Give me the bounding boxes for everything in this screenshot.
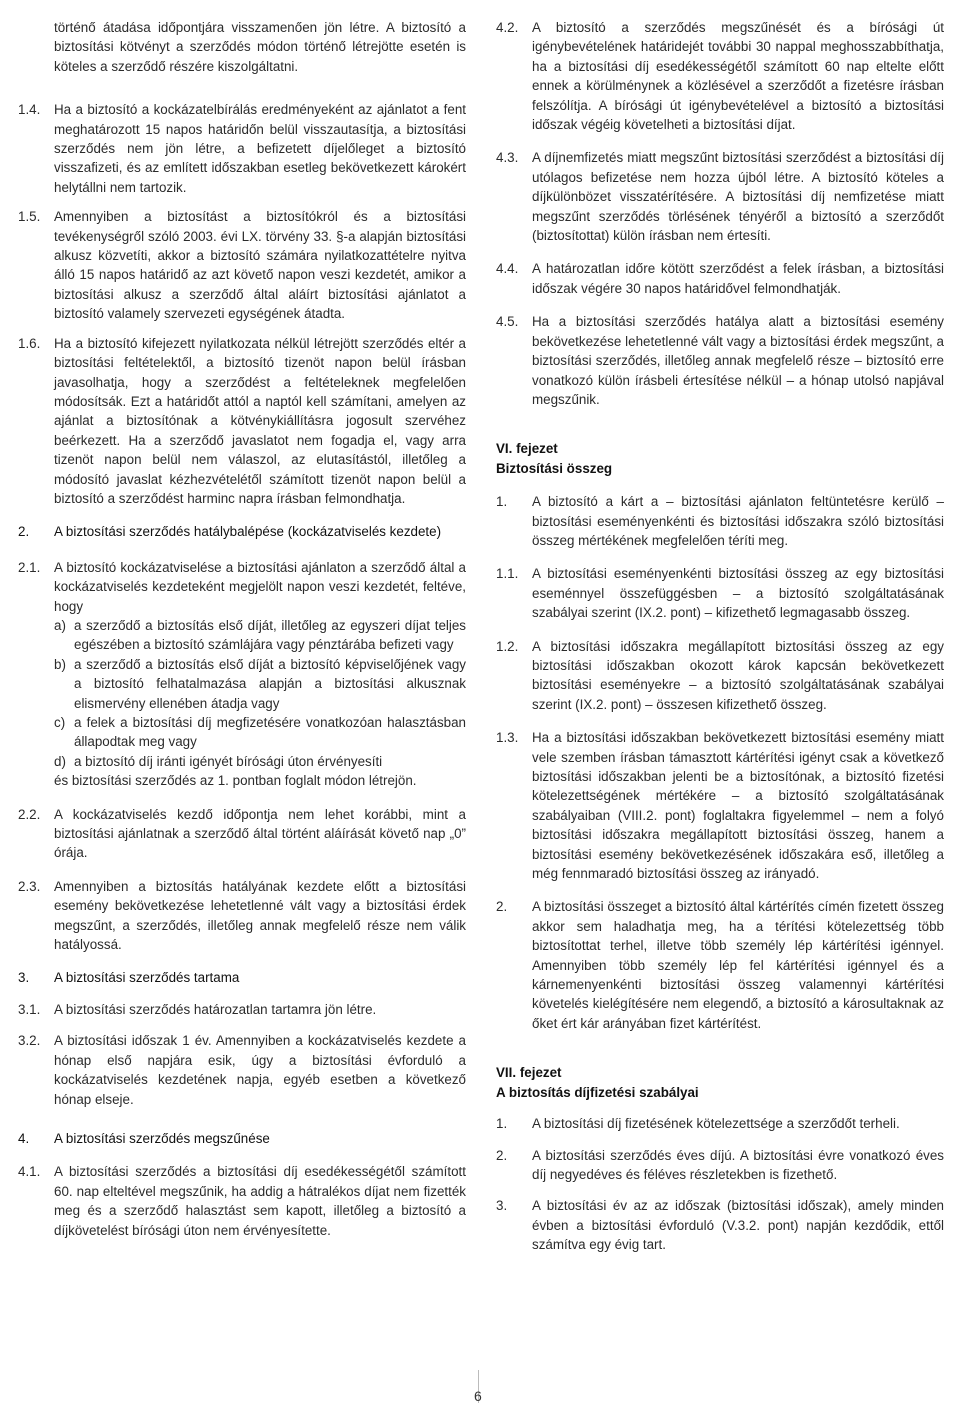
clause-6-1: 1. A biztosító a kárt a – biztosítási ajánlaton feltüntetésre kerülő – biztosítási eseményenkénti és biztosítási időszakra szóló biztosítási összeg mértékének megfelelően téríti meg. <box>496 494 944 548</box>
clause-4-4: 4.4. A határozatlan időre kötött szerződést a felek írásban, a biztosítási időszak végére 30 napos határidővel felmondhatják. <box>496 261 944 296</box>
list-item-c: c) a felek a biztosítási díj megfizetésére vonatkozóan halasztásban állapodtak meg vagy <box>54 715 466 750</box>
clause-7-2: 2. A biztosítási szerződés éves díjú. A biztosítási évre vonatkozó éves díj negyedéves és féléves részletekben is fizethető. <box>496 1147 944 1182</box>
clause-1-6: 1.6. Ha a biztosító kifejezett nyilatkozata nélkül létrejött szerződés eltér a biztosítási feltételektől, a biztosító tizenöt napon belül írásban javasolhatja, hogy a szerződést a feltételeknek megfelelően módosítsák. Ezt a határidőt attól a naptól kell számítani, amelyen az ajánlat a biztosítónak a kötvénykiállításra jogosult szervéhez beérkezett. Ha a szerződő javaslatot nem fogadja el, vagy arra tizenöt napon belül nem válaszol, az elutasítástól, illetőleg a módosító javaslat kézhezvételétől számított tizenöt napon belül a biztosító a szerződést harminc napra írásban felmondhatja. <box>18 335 466 506</box>
clause-4-3: 4.3. A díjnemfizetés miatt megszűnt biztosítási szerződést a biztosítási díj utólagos befizetése nem hozza újból létre. A biztosító köteles a díjkülönbözet visszatérítésére. A biztosítási díj nemfizetése miatt megszűnt szerződés törlésének tényéről a biztosító a szerződőt (biztosítottat) külön írásban nem értesíti. <box>496 150 944 244</box>
clause-6-1-1: 1.1. A biztosítási eseményenkénti biztosítási összeg az egy biztosítási eseménnyel összefüggésben – a biztosító szolgáltatásának szabályai szerint (IX.2. pont) – kifizethető legmagasabb összeg. <box>496 566 944 621</box>
clause-2-1: 2.1. A biztosító kockázatviselése a biztosítási ajánlaton a szerződő által a kockázatviselés kezdeteként megjelölt napon veszi kezdetét, feltéve, hogy <box>18 559 466 614</box>
paragraph-intro: történő átadása időpontjára visszamenően jön létre. A biztosító a biztosítási kötvényt a szerződés módon történő létrejötte esetén is köteles a szerződő részére kiszolgáltatni. <box>54 20 466 74</box>
clause-7-3: 3. A biztosítási év az az időszak (biztosítási időszak), amely minden évben a biztosítási évforduló (V.3.2. pont) napján kezdődik, ettől számítva egy évig tart. <box>496 1198 944 1253</box>
clause-2-2: 2.2. A kockázatviselés kezdő időpontja nem lehet korábbi, mint a biztosítási ajánlatnak a szerződő által történt aláírását követő nap „0” órája. <box>18 806 466 861</box>
clause-4-2: 4.2. A biztosító a szerződés megszűnését és a bírósági út igénybevételének határidejét további 30 nappal meghosszabbíthatja, ha a biztosítási díj esedékességétől számított 60 nap eltelte előtt ennek a körülménynek a közlésével a szerződőt a fizetésre írásban felszólítja. A bírósági út igénybevételével a biztosító a biztosítási időszak végéig követelheti a biztosítási díjat. <box>496 20 944 133</box>
list-item-b: b) a szerződő a biztosítás első díját a biztosító képviselőjének vagy a biztosító felhatalmazása alapján a biztosítási alkusznak elismervény ellenében átadja vagy <box>54 656 466 711</box>
section-2-heading: 2. A biztosítási szerződés hatálybalépése (kockázatviselés kezdete) <box>18 524 442 540</box>
page-number: 6 <box>474 1388 482 1404</box>
list-item-a: a) a szerződő a biztosítás első díját, illetőleg az egyszeri díjat teljes egészében a biztosító számlájára vagy pénztárába befizeti vagy <box>54 617 466 653</box>
chapter-7-label: VII. fejezet <box>496 1065 562 1081</box>
clause-7-1: 1. A biztosítási díj fizetésének kötelezettsége a szerződőt terheli. <box>496 1116 900 1132</box>
clause-3-1: 3.1. A biztosítási szerződés határozatlan tartamra jön létre. <box>18 1001 377 1017</box>
list-item-d: d) a biztosító díj iránti igényét bírósági úton érvényesíti <box>54 753 383 769</box>
right-column <box>496 18 944 1255</box>
clause-1-4: 1.4. Ha a biztosító a kockázatelbírálás eredményeként az ajánlatot a fent meghatározott 15 napos határidőn belül visszautasítja, a biztosítási szerződés nem jön létre, a befizetett díjelőleget a biztosító visszafizeti, és az említett időszakban esetleg bekövetkezett károkért helytállni nem tartozik. <box>18 102 466 195</box>
section-4-heading: 4. A biztosítási szerződés megszűnése <box>18 1130 270 1146</box>
clause-6-1-3: 1.3. Ha a biztosítási időszakban bekövetkezett biztosítási esemény miatt vele szemben írásban támasztott kártérítési igényt csak a következő biztosítási időszakban jelenti be a biztosítónak, a biztosító fizetési kötelezettségének mértékére – a biztosító szolgáltatásának szabályaiban (VIII.2. pont) foglaltakra figyelemmel – nem a folyó biztosítási időszakra megállapított biztosítási összeg, hanem a biztosítási esemény bekövetkezésének időszakára eső, illetőleg a még fennmaradó biztosítási összeg az irányadó. <box>496 730 944 882</box>
clause-4-1: 4.1. A biztosítási szerződés a biztosítási díj esedékességétől számított 60. nap elteltével megszűnik, ha addig a hátralékos díjat nem fizették meg és a szerződő halasztást sem kapott, illetőleg a biztosító a díjkövetelést bírósági úton nem érvényesítette. <box>18 1164 466 1238</box>
chapter-6-label: VI. fejezet <box>496 441 558 457</box>
left-column <box>18 18 466 1240</box>
clause-6-1-2: 1.2. A biztosítási időszakra megállapított biztosítási összeg az egy biztosítási időszakban okozott károk kapcsán bekövetkezett biztosítási eseményekre – a biztosító szolgáltatásának szabályai szerint (IX.2. pont) – összesen kifizethető összeg. <box>496 638 944 712</box>
clause-2-3: 2.3. Amennyiben a biztosítás hatályának kezdete előtt a biztosítási esemény bekövetkezése lehetetlenné vált vagy a biztosítási érdek megszűnt, a szerződés, illetőleg annak megfelelő része nem válik hatályossá. <box>18 878 466 953</box>
chapter-6-title: Biztosítási összeg <box>496 460 613 476</box>
clause-4-5: 4.5. Ha a biztosítási szerződés hatálya alatt a biztosítási esemény bekövetkezése lehetetlenné vált vagy a biztosítási érdek megszűnt, a biztosítási szerződés, illetőleg annak megfelelő része – biztosító erre vonatkozó külön írásbeli értesítése nélkül – a hónap utolsó napjával megszűnik. <box>496 314 944 407</box>
chapter-7-title: A biztosítás díjfizetési szabályai <box>496 1084 699 1100</box>
clause-6-2: 2. A biztosítási összeget a biztosító által kártérítés címén fizetett összeg akkor sem haladhatja meg, ha a térítési kötelezettség több biztosítottat terhel, illetve több személy lép kártérítési igénnyel. Amennyiben több személy lép fel kártérítési igénnyel és a kárnemenyenkénti biztosítási összeg valamennyi kártérítési követelés kielégítésére nem elegendő, a biztosító a károsultaknak az őket ért kár arányában fizet kártérítést. <box>496 899 944 1031</box>
clause-1-5: 1.5. Amennyiben a biztosítást a biztosítókról és a biztosítási tevékenységről szóló 2003. évi LX. törvény 33. §-a alapján biztosítási alkusz közvetíti, akkor a biztosító számára nyilatkozattételre nyitva álló 15 napos határidő az azt követő napon veszi kezdetét, amikor a biztosítási alkusz a szerződő által aláírt biztosítási ajánlatot a biztosító valamely szervezeti egységének átadta. <box>18 209 466 322</box>
clause-2-1-tail: és biztosítási szerződés az 1. pontban foglalt módon létrejön. <box>54 773 417 789</box>
clause-3-2: 3.2. A biztosítási időszak 1 év. Amennyiben a kockázatviselés kezdete a hónap első napjára esik, úgy a biztosítási évforduló a kockázatviselés kezdetének napja, egyéb esetben a következő hónap elseje. <box>18 1033 466 1107</box>
section-3-heading: 3. A biztosítási szerződés tartama <box>18 970 240 986</box>
